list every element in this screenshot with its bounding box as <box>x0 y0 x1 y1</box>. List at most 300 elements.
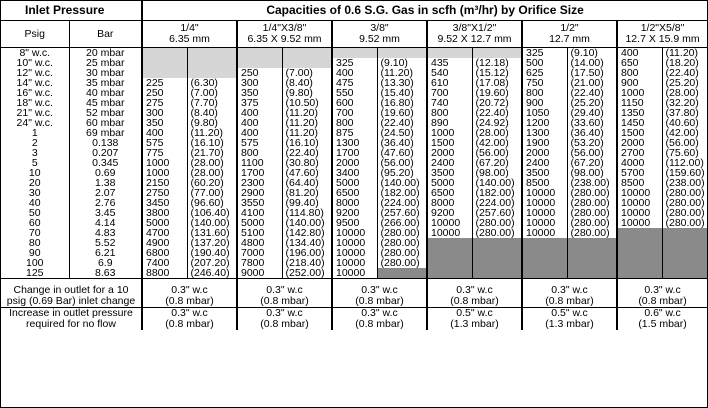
bar-cell: 5.52 <box>69 238 142 248</box>
footer-value: 0.3" w.c <box>427 285 522 296</box>
m3hr-cell: (25.20) <box>662 78 707 88</box>
m3hr-cell: (238.00) <box>567 178 617 188</box>
footer-label: psig (0.69 Bar) inlet change <box>6 296 136 307</box>
psig-cell: 5 <box>31 158 38 168</box>
scfh-cell: 3500 <box>522 168 567 178</box>
m3hr-cell <box>377 48 427 59</box>
m3hr-cell: (19.60) <box>472 88 522 98</box>
scfh-cell: 10000 <box>427 218 472 228</box>
scfh-cell: 400 <box>237 108 282 118</box>
scfh-cell: 1900 <box>522 138 567 148</box>
scfh-cell: 3450 <box>142 198 187 208</box>
scfh-cell: 1000 <box>427 128 472 138</box>
m3hr-cell: (36.40) <box>567 128 617 138</box>
scfh-cell: 7800 <box>237 258 282 268</box>
scfh-cell: 575 <box>237 138 282 148</box>
m3hr-cell: (32.20) <box>662 98 707 108</box>
scfh-cell: 5000 <box>142 218 187 228</box>
scfh-cell: 10000 <box>522 188 567 198</box>
m3hr-cell: (28.00) <box>187 158 237 168</box>
m3hr-cell <box>282 58 332 68</box>
orifice-mm: 12.7 mm <box>549 33 590 45</box>
m3hr-cell: (137.20) <box>187 238 237 248</box>
scfh-cell: 10000 <box>332 258 377 268</box>
m3hr-cell: (7.00) <box>187 88 237 98</box>
m3hr-cell: (56.00) <box>377 158 427 168</box>
scfh-cell: 8500 <box>522 178 567 188</box>
footer-value: 0.3" w.c <box>142 285 237 296</box>
scfh-cell: 1100 <box>237 158 282 168</box>
m3hr-cell: (47.60) <box>377 148 427 158</box>
table-row <box>1 248 707 258</box>
bar-cell: 4.83 <box>69 228 142 238</box>
bar-cell: 35 mbar <box>69 78 142 88</box>
scfh-cell: 875 <box>332 128 377 138</box>
table-row <box>1 198 707 208</box>
m3hr-cell <box>662 228 707 238</box>
scfh-cell: 3500 <box>427 168 472 178</box>
footer-value: (1.3 mbar) <box>427 319 522 330</box>
scfh-cell: 800 <box>522 88 567 98</box>
footer-value: (0.8 mbar) <box>522 296 617 308</box>
scfh-cell: 2000 <box>332 158 377 168</box>
m3hr-cell: (114.80) <box>282 208 332 218</box>
m3hr-cell: (22.40) <box>567 88 617 98</box>
psig-cell: 40 <box>28 198 41 208</box>
m3hr-cell <box>282 48 332 59</box>
psig-cell: 50 <box>28 208 41 218</box>
m3hr-cell: (280.00) <box>567 228 617 238</box>
scfh-cell: 10000 <box>522 208 567 218</box>
table-row <box>1 178 707 188</box>
m3hr-cell: (257.60) <box>472 208 522 218</box>
scfh-cell: 275 <box>142 98 187 108</box>
scfh-cell: 250 <box>237 68 282 78</box>
table-row <box>1 238 707 248</box>
scfh-cell: 2300 <box>237 178 282 188</box>
footer-value: (0.8 mbar) <box>332 296 427 308</box>
psig-cell: 80 <box>28 238 41 248</box>
scfh-cell: 400 <box>332 68 377 78</box>
orifice-mm: 9.52 mm <box>359 33 400 45</box>
capacity-title: Capacities of 0.6 S.G. Gas in scfh (m³/hr) by Orifice Size <box>142 1 707 21</box>
bar-cell: 69 mbar <box>69 128 142 138</box>
orifice-mm: 6.35 mm <box>169 33 210 45</box>
table-row <box>1 88 707 98</box>
table-row <box>1 168 707 178</box>
scfh-cell: 2700 <box>617 148 662 158</box>
scfh-cell: 8000 <box>427 198 472 208</box>
m3hr-cell <box>662 248 707 258</box>
m3hr-cell: (8.40) <box>187 108 237 118</box>
scfh-cell: 10000 <box>617 218 662 228</box>
m3hr-cell: (280.00) <box>567 198 617 208</box>
m3hr-cell <box>472 268 522 279</box>
m3hr-cell: (280.00) <box>472 218 522 228</box>
m3hr-cell: (280.00) <box>662 188 707 198</box>
psig-cell: 14" w.c. <box>16 78 53 88</box>
m3hr-cell: (280.00) <box>567 208 617 218</box>
scfh-cell: 740 <box>427 98 472 108</box>
scfh-cell: 8800 <box>142 268 187 279</box>
psig-cell: 24" w.c. <box>16 118 53 128</box>
scfh-cell: 5100 <box>237 228 282 238</box>
m3hr-cell: (11.20) <box>282 128 332 138</box>
table-row <box>1 108 707 118</box>
scfh-cell: 300 <box>142 108 187 118</box>
m3hr-cell: (218.40) <box>282 258 332 268</box>
orifice-size: 1/2"X5/8" <box>640 22 685 34</box>
m3hr-cell: (64.40) <box>282 178 332 188</box>
m3hr-cell: (18.20) <box>662 58 707 68</box>
m3hr-cell: (280.00) <box>377 258 427 268</box>
footer-value: 0.3" w.c <box>332 308 427 320</box>
scfh-cell: 625 <box>522 68 567 78</box>
m3hr-cell: (7.70) <box>187 98 237 108</box>
bar-cell: 52 mbar <box>69 108 142 118</box>
scfh-cell: 575 <box>142 138 187 148</box>
m3hr-cell: (159.60) <box>662 168 707 178</box>
m3hr-cell <box>377 268 427 279</box>
scfh-cell: 2900 <box>237 188 282 198</box>
footer-row <box>1 319 707 330</box>
m3hr-cell: (11.20) <box>377 68 427 78</box>
m3hr-cell: (182.00) <box>472 188 522 198</box>
m3hr-cell: (134.40) <box>282 238 332 248</box>
psig-cell: 16" w.c. <box>16 88 53 98</box>
scfh-cell: 4900 <box>142 238 187 248</box>
scfh-cell: 5000 <box>332 178 377 188</box>
scfh-cell: 2000 <box>522 148 567 158</box>
psig-cell: 20 <box>28 178 41 188</box>
psig-cell: 10" w.c. <box>16 58 53 68</box>
scfh-cell: 1700 <box>237 168 282 178</box>
m3hr-cell: (98.00) <box>472 168 522 178</box>
scfh-cell: 4700 <box>142 228 187 238</box>
orifice-mm: 12.7 X 15.9 mm <box>625 33 700 45</box>
m3hr-cell: (17.50) <box>567 68 617 78</box>
scfh-cell: 8000 <box>332 198 377 208</box>
footer-value: 0.3" w.c <box>237 308 332 320</box>
m3hr-cell <box>472 48 522 59</box>
scfh-cell <box>142 68 187 78</box>
m3hr-cell: (17.08) <box>472 78 522 88</box>
footer-label: required for no flow <box>26 319 116 330</box>
m3hr-cell <box>187 48 237 59</box>
table-row <box>1 208 707 218</box>
scfh-cell: 9000 <box>237 268 282 279</box>
orifice-size: 3/8" <box>370 22 389 34</box>
scfh-cell: 9500 <box>332 218 377 228</box>
scfh-cell: 6500 <box>332 188 377 198</box>
orifice-mm: 9.52 X 12.7 mm <box>437 33 512 45</box>
bar-cell: 30 mbar <box>69 68 142 78</box>
m3hr-cell: (22.40) <box>662 68 707 78</box>
psig-cell: 12" w.c. <box>16 68 53 78</box>
psig-cell: 100 <box>25 258 44 268</box>
footer-row <box>1 296 707 308</box>
scfh-cell: 3400 <box>332 168 377 178</box>
scfh-cell: 1300 <box>332 138 377 148</box>
footer-row <box>1 285 707 296</box>
m3hr-cell: (15.40) <box>377 88 427 98</box>
m3hr-cell: (280.00) <box>662 198 707 208</box>
bar-cell: 40 mbar <box>69 88 142 98</box>
m3hr-cell: (11.20) <box>662 48 707 59</box>
table-row <box>1 158 707 168</box>
scfh-cell <box>332 48 377 59</box>
scfh-cell: 610 <box>427 78 472 88</box>
scfh-cell: 1300 <box>522 128 567 138</box>
scfh-cell: 700 <box>332 108 377 118</box>
footer-value: (0.8 mbar) <box>617 296 707 308</box>
psig-cell: 1 <box>31 128 38 138</box>
scfh-cell: 800 <box>237 148 282 158</box>
scfh-cell <box>142 48 187 59</box>
m3hr-cell: (13.30) <box>377 78 427 88</box>
scfh-cell: 9200 <box>332 208 377 218</box>
m3hr-cell: (21.00) <box>567 78 617 88</box>
inlet-pressure-title: Inlet Pressure <box>1 1 142 21</box>
m3hr-cell: (252.00) <box>282 268 332 279</box>
footer-value: (1.3 mbar) <box>522 319 617 330</box>
table-row <box>1 258 707 268</box>
scfh-cell: 2400 <box>427 158 472 168</box>
orifice-size: 1/4" <box>180 22 199 34</box>
scfh-cell: 325 <box>332 58 377 68</box>
orifice-size: 1/4"X3/8" <box>262 22 307 34</box>
m3hr-cell: (207.20) <box>187 258 237 268</box>
m3hr-cell <box>187 58 237 68</box>
psig-cell: 2 <box>31 138 38 148</box>
table-row <box>1 128 707 138</box>
scfh-cell: 10000 <box>617 198 662 208</box>
m3hr-cell: (95.20) <box>377 168 427 178</box>
scfh-cell <box>617 258 662 268</box>
table-row <box>1 228 707 238</box>
bar-header: Bar <box>69 21 142 48</box>
table-row <box>1 98 707 108</box>
scfh-cell: 7400 <box>142 258 187 268</box>
bar-cell: 45 mbar <box>69 98 142 108</box>
scfh-cell: 750 <box>522 78 567 88</box>
orifice-header-3 <box>332 21 427 48</box>
m3hr-cell: (280.00) <box>662 208 707 218</box>
footer-value: 0.3" w.c <box>237 285 332 296</box>
scfh-cell <box>427 238 472 248</box>
bar-cell: 6.21 <box>69 248 142 258</box>
m3hr-cell: (22.40) <box>472 108 522 118</box>
scfh-cell: 500 <box>522 58 567 68</box>
bar-cell: 25 mbar <box>69 58 142 68</box>
m3hr-cell: (196.00) <box>282 248 332 258</box>
m3hr-cell: (30.80) <box>282 158 332 168</box>
psig-cell: 21" w.c. <box>16 108 53 118</box>
scfh-cell: 2150 <box>142 178 187 188</box>
scfh-cell: 400 <box>617 48 662 59</box>
bar-cell: 2.07 <box>69 188 142 198</box>
psig-cell: 10 <box>28 168 41 178</box>
bar-cell: 0.138 <box>69 138 142 148</box>
scfh-cell: 350 <box>142 118 187 128</box>
footer-value: 0.3" w.c <box>142 308 237 320</box>
scfh-cell: 800 <box>617 68 662 78</box>
m3hr-cell: (11.20) <box>282 108 332 118</box>
m3hr-cell <box>662 258 707 268</box>
m3hr-cell: (7.00) <box>282 68 332 78</box>
m3hr-cell: (22.40) <box>377 118 427 128</box>
scfh-cell: 10000 <box>427 228 472 238</box>
scfh-cell: 10000 <box>522 218 567 228</box>
scfh-cell: 10000 <box>332 228 377 238</box>
m3hr-cell: (22.40) <box>282 148 332 158</box>
bar-cell: 20 mbar <box>69 48 142 59</box>
psig-cell: 60 <box>28 218 41 228</box>
scfh-cell <box>522 268 567 279</box>
scfh-cell: 1450 <box>617 118 662 128</box>
scfh-cell: 400 <box>237 128 282 138</box>
footer-value: 0.5" w.c <box>522 308 617 320</box>
m3hr-cell: (16.10) <box>282 138 332 148</box>
scfh-cell: 10000 <box>332 268 377 279</box>
scfh-cell: 10000 <box>617 208 662 218</box>
m3hr-cell <box>567 248 617 258</box>
m3hr-cell: (67.20) <box>472 158 522 168</box>
m3hr-cell: (28.00) <box>187 168 237 178</box>
m3hr-cell: (224.00) <box>377 198 427 208</box>
m3hr-cell: (37.80) <box>662 108 707 118</box>
scfh-cell: 800 <box>332 118 377 128</box>
scfh-cell: 800 <box>427 108 472 118</box>
m3hr-cell: (56.00) <box>472 148 522 158</box>
scfh-cell: 10000 <box>332 248 377 258</box>
psig-cell: 3 <box>31 148 38 158</box>
m3hr-cell: (9.10) <box>377 58 427 68</box>
scfh-cell: 6500 <box>427 188 472 198</box>
psig-cell: 8" w.c. <box>19 47 51 58</box>
scfh-cell: 3550 <box>237 198 282 208</box>
m3hr-cell: (280.00) <box>377 228 427 238</box>
m3hr-cell: (56.00) <box>662 138 707 148</box>
m3hr-cell: (9.80) <box>187 118 237 128</box>
table-row <box>1 268 707 279</box>
m3hr-cell: (6.30) <box>187 78 237 88</box>
scfh-cell <box>522 238 567 248</box>
m3hr-cell: (42.00) <box>662 128 707 138</box>
scfh-cell: 4000 <box>617 158 662 168</box>
m3hr-cell: (131.60) <box>187 228 237 238</box>
m3hr-cell: (75.60) <box>662 148 707 158</box>
scfh-cell: 3800 <box>142 208 187 218</box>
footer-label: Change in outlet for a 10 <box>13 285 129 296</box>
scfh-cell: 400 <box>237 118 282 128</box>
scfh-cell: 10000 <box>332 238 377 248</box>
scfh-cell: 400 <box>142 128 187 138</box>
footer-label: Increase in outlet pressure <box>1 308 142 320</box>
scfh-cell: 10000 <box>522 198 567 208</box>
m3hr-cell: (29.40) <box>567 108 617 118</box>
scfh-cell: 1050 <box>522 108 567 118</box>
m3hr-cell: (60.20) <box>187 178 237 188</box>
scfh-cell: 1700 <box>332 148 377 158</box>
scfh-cell: 1000 <box>142 158 187 168</box>
scfh-cell: 1500 <box>427 138 472 148</box>
m3hr-cell: (98.00) <box>567 168 617 178</box>
scfh-cell <box>237 48 282 59</box>
m3hr-cell: (81.20) <box>282 188 332 198</box>
scfh-cell: 2000 <box>617 138 662 148</box>
m3hr-cell: (15.12) <box>472 68 522 78</box>
m3hr-cell <box>662 238 707 248</box>
orifice-header-5 <box>522 21 617 48</box>
m3hr-cell <box>472 238 522 248</box>
m3hr-cell: (224.00) <box>472 198 522 208</box>
m3hr-cell: (8.40) <box>282 78 332 88</box>
scfh-cell: 5000 <box>237 218 282 228</box>
footer-value: (0.8 mbar) <box>332 319 427 330</box>
psig-cell: 90 <box>28 248 41 258</box>
m3hr-cell: (9.10) <box>567 48 617 59</box>
m3hr-cell: (19.60) <box>377 108 427 118</box>
m3hr-cell: (9.80) <box>282 88 332 98</box>
m3hr-cell: (21.70) <box>187 148 237 158</box>
scfh-cell: 225 <box>142 78 187 88</box>
m3hr-cell: (53.20) <box>567 138 617 148</box>
orifice-header-4 <box>427 21 522 48</box>
scfh-cell <box>522 248 567 258</box>
scfh-cell: 1200 <box>522 118 567 128</box>
table-row <box>1 68 707 78</box>
scfh-cell <box>427 248 472 258</box>
m3hr-cell <box>472 248 522 258</box>
table-row <box>1 78 707 88</box>
psig-cell: 18" w.c. <box>16 98 53 108</box>
m3hr-cell <box>662 268 707 279</box>
bar-cell: 6.9 <box>69 258 142 268</box>
bar-cell: 1.38 <box>69 178 142 188</box>
m3hr-cell: (96.60) <box>187 198 237 208</box>
table-row <box>1 138 707 148</box>
m3hr-cell: (140.00) <box>187 218 237 228</box>
m3hr-cell: (12.18) <box>472 58 522 68</box>
m3hr-cell <box>567 268 617 279</box>
m3hr-cell: (11.20) <box>187 128 237 138</box>
table-row <box>1 218 707 228</box>
orifice-mm: 6.35 X 9.52 mm <box>247 33 322 45</box>
bar-cell: 0.207 <box>69 148 142 158</box>
m3hr-cell <box>187 68 237 78</box>
scfh-cell <box>617 268 662 279</box>
footer-value: (0.8 mbar) <box>427 296 522 308</box>
m3hr-cell: (28.00) <box>662 88 707 98</box>
scfh-cell: 10000 <box>522 228 567 238</box>
scfh-cell: 1500 <box>617 128 662 138</box>
m3hr-cell: (280.00) <box>567 218 617 228</box>
capacity-table <box>1 1 707 330</box>
m3hr-cell <box>567 258 617 268</box>
scfh-cell: 375 <box>237 98 282 108</box>
m3hr-cell: (16.10) <box>187 138 237 148</box>
scfh-cell: 550 <box>332 88 377 98</box>
scfh-cell: 5000 <box>427 178 472 188</box>
bar-cell: 4.14 <box>69 218 142 228</box>
m3hr-cell: (106.40) <box>187 208 237 218</box>
m3hr-cell: (112.00) <box>662 158 707 168</box>
m3hr-cell: (42.00) <box>472 138 522 148</box>
m3hr-cell: (280.00) <box>377 238 427 248</box>
m3hr-cell: (14.00) <box>567 58 617 68</box>
m3hr-cell: (142.80) <box>282 228 332 238</box>
